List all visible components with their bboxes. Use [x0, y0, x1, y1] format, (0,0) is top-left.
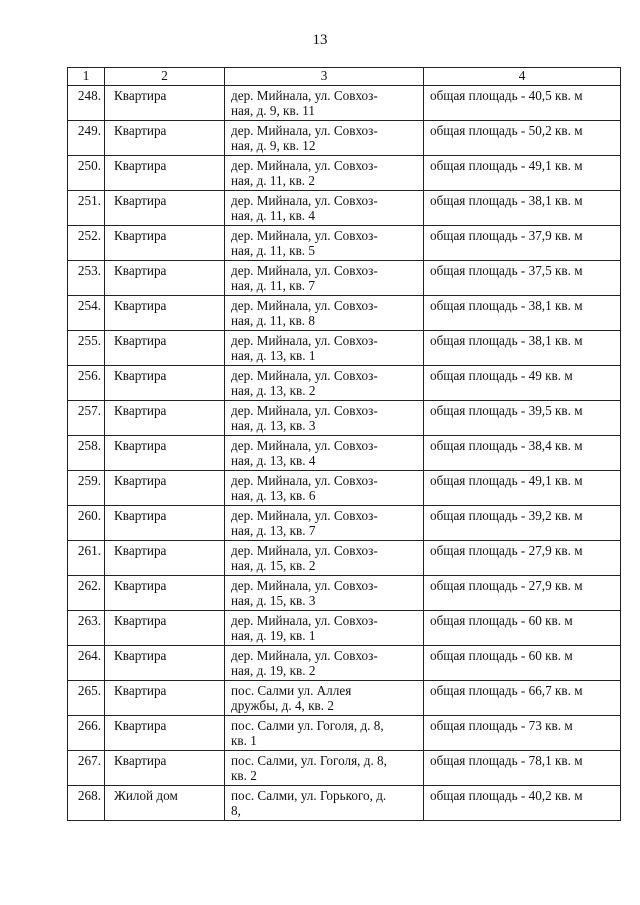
row-number: 268.	[68, 786, 105, 821]
table-row	[68, 576, 621, 611]
property-address	[225, 751, 424, 786]
row-number: 259.	[68, 471, 105, 506]
property-type: Квартира	[105, 156, 225, 191]
address-line-2: дружбы, д. 4, кв. 2	[231, 698, 334, 713]
table-header-row	[68, 68, 621, 86]
property-address	[225, 366, 424, 401]
property-address	[225, 576, 424, 611]
address-line-2: ная, д. 11, кв. 5	[231, 243, 315, 258]
property-type: Квартира	[105, 331, 225, 366]
table-row	[68, 786, 621, 821]
property-type: Квартира	[105, 191, 225, 226]
property-address	[225, 191, 424, 226]
row-number: 252.	[68, 226, 105, 261]
property-type: Квартира	[105, 681, 225, 716]
address-line-1: дер. Мийнала, ул. Совхоз-	[231, 403, 378, 418]
property-type: Квартира	[105, 401, 225, 436]
property-area: общая площадь - 40,5 кв. м	[424, 86, 621, 121]
address-line-2: кв. 1	[231, 733, 257, 748]
property-area: общая площадь - 37,9 кв. м	[424, 226, 621, 261]
property-type: Квартира	[105, 471, 225, 506]
address-line-1: дер. Мийнала, ул. Совхоз-	[231, 613, 378, 628]
address-line-2: ная, д. 13, кв. 1	[231, 348, 316, 363]
property-address	[225, 786, 424, 821]
table-row	[68, 506, 621, 541]
column-header-3: 3	[225, 68, 424, 86]
property-area: общая площадь - 37,5 кв. м	[424, 261, 621, 296]
row-number: 267.	[68, 751, 105, 786]
property-address	[225, 541, 424, 576]
row-number: 260.	[68, 506, 105, 541]
address-line-2: ная, д. 19, кв. 1	[231, 628, 316, 643]
page-number: 13	[312, 32, 328, 48]
property-type: Квартира	[105, 751, 225, 786]
address-line-1: дер. Мийнала, ул. Совхоз-	[231, 473, 378, 488]
table-body	[68, 86, 621, 821]
row-number: 254.	[68, 296, 105, 331]
property-address	[225, 611, 424, 646]
row-number: 256.	[68, 366, 105, 401]
property-type: Жилой дом	[105, 786, 225, 821]
row-number: 262.	[68, 576, 105, 611]
address-line-1: дер. Мийнала, ул. Совхоз-	[231, 648, 378, 663]
property-area: общая площадь - 39,2 кв. м	[424, 506, 621, 541]
property-type: Квартира	[105, 611, 225, 646]
table-row	[68, 191, 621, 226]
table-row	[68, 716, 621, 751]
table-row	[68, 541, 621, 576]
address-line-1: дер. Мийнала, ул. Совхоз-	[231, 333, 378, 348]
row-number: 250.	[68, 156, 105, 191]
row-number: 258.	[68, 436, 105, 471]
address-line-2: ная, д. 11, кв. 4	[231, 208, 315, 223]
table-row	[68, 751, 621, 786]
property-area: общая площадь - 50,2 кв. м	[424, 121, 621, 156]
property-type: Квартира	[105, 576, 225, 611]
address-line-1: дер. Мийнала, ул. Совхоз-	[231, 368, 378, 383]
table-row	[68, 611, 621, 646]
row-number: 265.	[68, 681, 105, 716]
property-address	[225, 121, 424, 156]
address-line-2: ная, д. 15, кв. 2	[231, 558, 316, 573]
address-line-2: ная, д. 13, кв. 4	[231, 453, 316, 468]
address-line-1: дер. Мийнала, ул. Совхоз-	[231, 193, 378, 208]
property-area: общая площадь - 73 кв. м	[424, 716, 621, 751]
address-line-1: пос. Салми, ул. Горького, д.	[231, 788, 387, 803]
property-address	[225, 156, 424, 191]
property-type: Квартира	[105, 121, 225, 156]
address-line-1: дер. Мийнала, ул. Совхоз-	[231, 123, 378, 138]
address-line-1: дер. Мийнала, ул. Совхоз-	[231, 578, 378, 593]
property-address	[225, 86, 424, 121]
table-row	[68, 296, 621, 331]
row-number: 263.	[68, 611, 105, 646]
table-row	[68, 681, 621, 716]
property-type: Квартира	[105, 261, 225, 296]
property-address	[225, 226, 424, 261]
address-line-1: пос. Салми ул. Аллея	[231, 683, 352, 698]
address-line-2: кв. 2	[231, 768, 257, 783]
table-row	[68, 436, 621, 471]
property-type: Квартира	[105, 296, 225, 331]
address-line-2: ная, д. 13, кв. 3	[231, 418, 316, 433]
address-line-1: пос. Салми ул. Гоголя, д. 8,	[231, 718, 384, 733]
property-address	[225, 646, 424, 681]
property-area: общая площадь - 38,1 кв. м	[424, 296, 621, 331]
property-area: общая площадь - 66,7 кв. м	[424, 681, 621, 716]
property-type: Квартира	[105, 366, 225, 401]
address-line-2: ная, д. 13, кв. 2	[231, 383, 316, 398]
address-line-1: дер. Мийнала, ул. Совхоз-	[231, 543, 378, 558]
property-area: общая площадь - 38,1 кв. м	[424, 191, 621, 226]
address-line-2: ная, д. 11, кв. 7	[231, 278, 315, 293]
property-address	[225, 471, 424, 506]
property-area: общая площадь - 39,5 кв. м	[424, 401, 621, 436]
property-area: общая площадь - 60 кв. м	[424, 646, 621, 681]
property-type: Квартира	[105, 436, 225, 471]
table-row	[68, 366, 621, 401]
property-area: общая площадь - 27,9 кв. м	[424, 576, 621, 611]
table-row	[68, 121, 621, 156]
table-row	[68, 471, 621, 506]
property-area: общая площадь - 38,1 кв. м	[424, 331, 621, 366]
table-row	[68, 261, 621, 296]
property-area: общая площадь - 49,1 кв. м	[424, 156, 621, 191]
row-number: 255.	[68, 331, 105, 366]
property-type: Квартира	[105, 541, 225, 576]
property-area: общая площадь - 40,2 кв. м	[424, 786, 621, 821]
row-number: 261.	[68, 541, 105, 576]
address-line-2: ная, д. 11, кв. 8	[231, 313, 315, 328]
row-number: 249.	[68, 121, 105, 156]
property-area: общая площадь - 27,9 кв. м	[424, 541, 621, 576]
table-row	[68, 646, 621, 681]
property-address	[225, 331, 424, 366]
address-line-1: дер. Мийнала, ул. Совхоз-	[231, 88, 378, 103]
address-line-1: пос. Салми, ул. Гоголя, д. 8,	[231, 753, 387, 768]
address-line-1: дер. Мийнала, ул. Совхоз-	[231, 263, 378, 278]
row-number: 253.	[68, 261, 105, 296]
row-number: 251.	[68, 191, 105, 226]
table-row	[68, 156, 621, 191]
property-type: Квартира	[105, 86, 225, 121]
table-row	[68, 331, 621, 366]
row-number: 257.	[68, 401, 105, 436]
address-line-2: ная, д. 11, кв. 2	[231, 173, 315, 188]
property-address	[225, 296, 424, 331]
property-area: общая площадь - 60 кв. м	[424, 611, 621, 646]
row-number: 264.	[68, 646, 105, 681]
property-area: общая площадь - 49 кв. м	[424, 366, 621, 401]
address-line-1: дер. Мийнала, ул. Совхоз-	[231, 228, 378, 243]
address-line-1: дер. Мийнала, ул. Совхоз-	[231, 158, 378, 173]
table-row	[68, 401, 621, 436]
property-address	[225, 401, 424, 436]
address-line-2: ная, д. 13, кв. 7	[231, 523, 316, 538]
property-area: общая площадь - 49,1 кв. м	[424, 471, 621, 506]
row-number: 266.	[68, 716, 105, 751]
property-area: общая площадь - 78,1 кв. м	[424, 751, 621, 786]
property-address	[225, 506, 424, 541]
address-line-2: ная, д. 9, кв. 11	[231, 103, 315, 118]
property-address	[225, 436, 424, 471]
property-area: общая площадь - 38,4 кв. м	[424, 436, 621, 471]
column-header-2: 2	[105, 68, 225, 86]
address-line-1: дер. Мийнала, ул. Совхоз-	[231, 438, 378, 453]
table-row	[68, 86, 621, 121]
property-type: Квартира	[105, 646, 225, 681]
table-row	[68, 226, 621, 261]
property-address	[225, 716, 424, 751]
property-address	[225, 261, 424, 296]
address-line-2: 8,	[231, 803, 241, 818]
address-line-2: ная, д. 13, кв. 6	[231, 488, 316, 503]
address-line-1: дер. Мийнала, ул. Совхоз-	[231, 508, 378, 523]
address-line-2: ная, д. 15, кв. 3	[231, 593, 316, 608]
property-table	[67, 67, 621, 821]
address-line-2: ная, д. 19, кв. 2	[231, 663, 316, 678]
column-header-1: 1	[68, 68, 105, 86]
property-address	[225, 681, 424, 716]
row-number: 248.	[68, 86, 105, 121]
property-type: Квартира	[105, 506, 225, 541]
address-line-2: ная, д. 9, кв. 12	[231, 138, 316, 153]
property-type: Квартира	[105, 716, 225, 751]
address-line-1: дер. Мийнала, ул. Совхоз-	[231, 298, 378, 313]
property-type: Квартира	[105, 226, 225, 261]
column-header-4: 4	[424, 68, 621, 86]
